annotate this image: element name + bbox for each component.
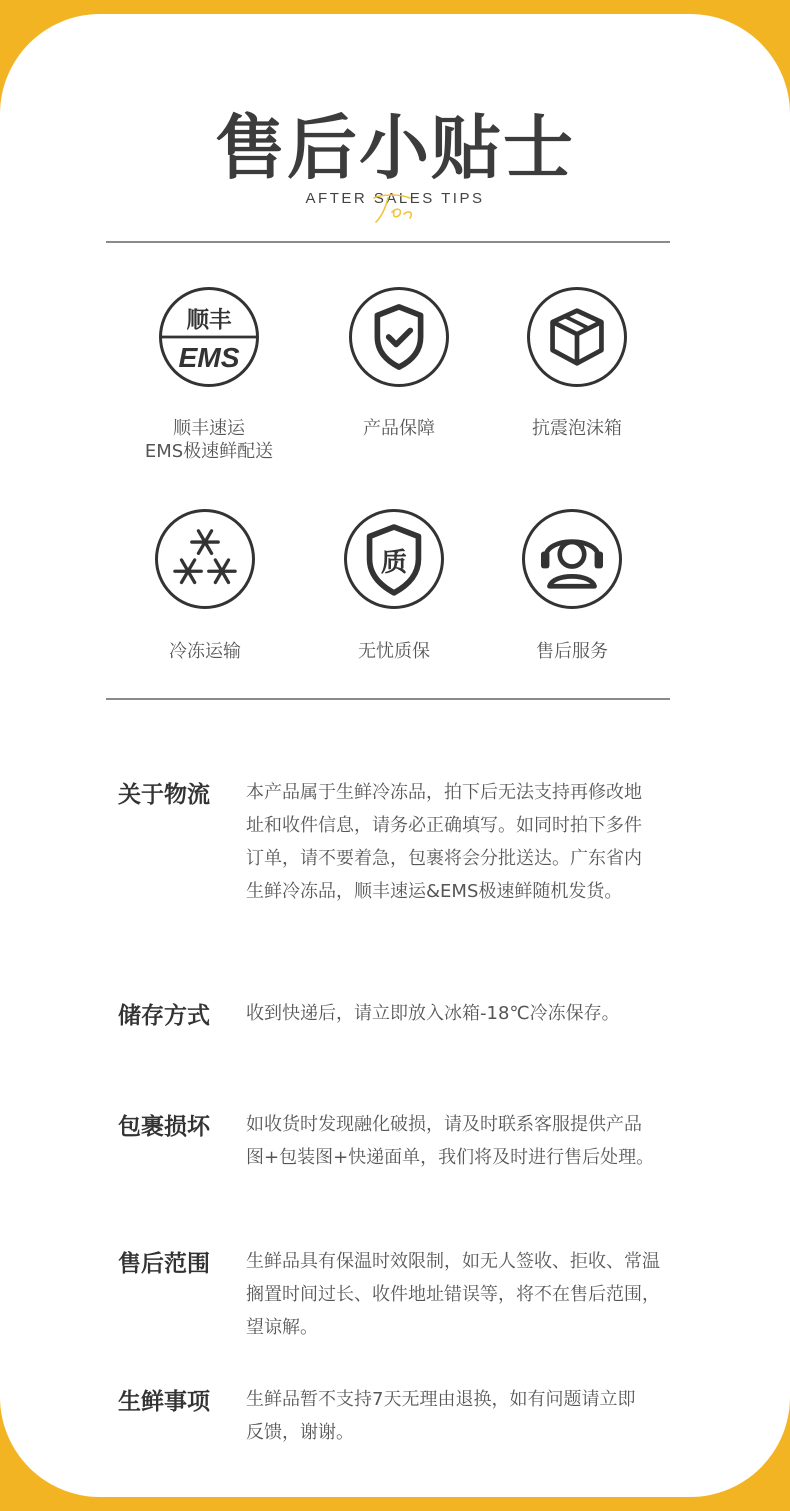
feature-label: 产品保障: [363, 418, 435, 439]
section-body: 收到快递后，请立即放入冰箱-18℃冷冻保存。: [246, 1003, 620, 1024]
feature-label: 无忧质保: [358, 641, 430, 662]
quality-badge-text: 质: [380, 548, 408, 579]
script-word-decoration: [362, 190, 422, 230]
snowflake-icon: [155, 509, 255, 609]
feature-label: 冷冻运输: [169, 641, 241, 662]
badge-bottom-text: EMS: [178, 341, 240, 374]
badge-top-text: 顺丰: [186, 307, 232, 334]
courier-badge-icon: [159, 287, 259, 387]
divider-bottom: [106, 698, 670, 700]
section-heading: 售后范围: [118, 1251, 210, 1277]
section-body: 生鲜品具有保温时效限制，如无人签收、拒收、常温 搁置时间过长、收件地址错误等，将不在售后范围， 望谅解。: [246, 1251, 660, 1338]
shield-check-icon: [349, 287, 449, 387]
page-subtitle: AFTER SALES TIPS: [305, 190, 485, 207]
feature-label: 售后服务: [536, 641, 608, 662]
section-body: 如收货时发现融化破损，请及时联系客服提供产品 图+包装图+快递面单，我们将及时进行售后处理。: [246, 1114, 655, 1168]
feature-label: 抗震泡沫箱: [532, 418, 622, 439]
page-title: 售后小贴士: [215, 107, 575, 189]
section-body: 本产品属于生鲜冷冻品，拍下后无法支持再修改地 址和收件信息，请务必正确填写。如同时拍下多件 订单，请不要着急，包裹将会分批送达。广东省内 生鲜冷冻品，顺丰速运&EMS极速鲜随机发货。: [246, 782, 642, 902]
package-box-icon: [527, 287, 627, 387]
section-heading: 关于物流: [118, 782, 210, 808]
feature-label: 顺丰速运 EMS极速鲜配送: [144, 418, 274, 462]
customer-service-icon: [522, 509, 622, 609]
section-heading: 生鲜事项: [118, 1389, 210, 1415]
section-heading: 包裹损坏: [118, 1114, 210, 1140]
quality-shield-icon: [344, 509, 444, 609]
section-heading: 储存方式: [118, 1003, 210, 1029]
section-body: 生鲜品暂不支持7天无理由退换，如有问题请立即 反馈，谢谢。: [246, 1389, 636, 1443]
divider-top: [106, 241, 670, 243]
